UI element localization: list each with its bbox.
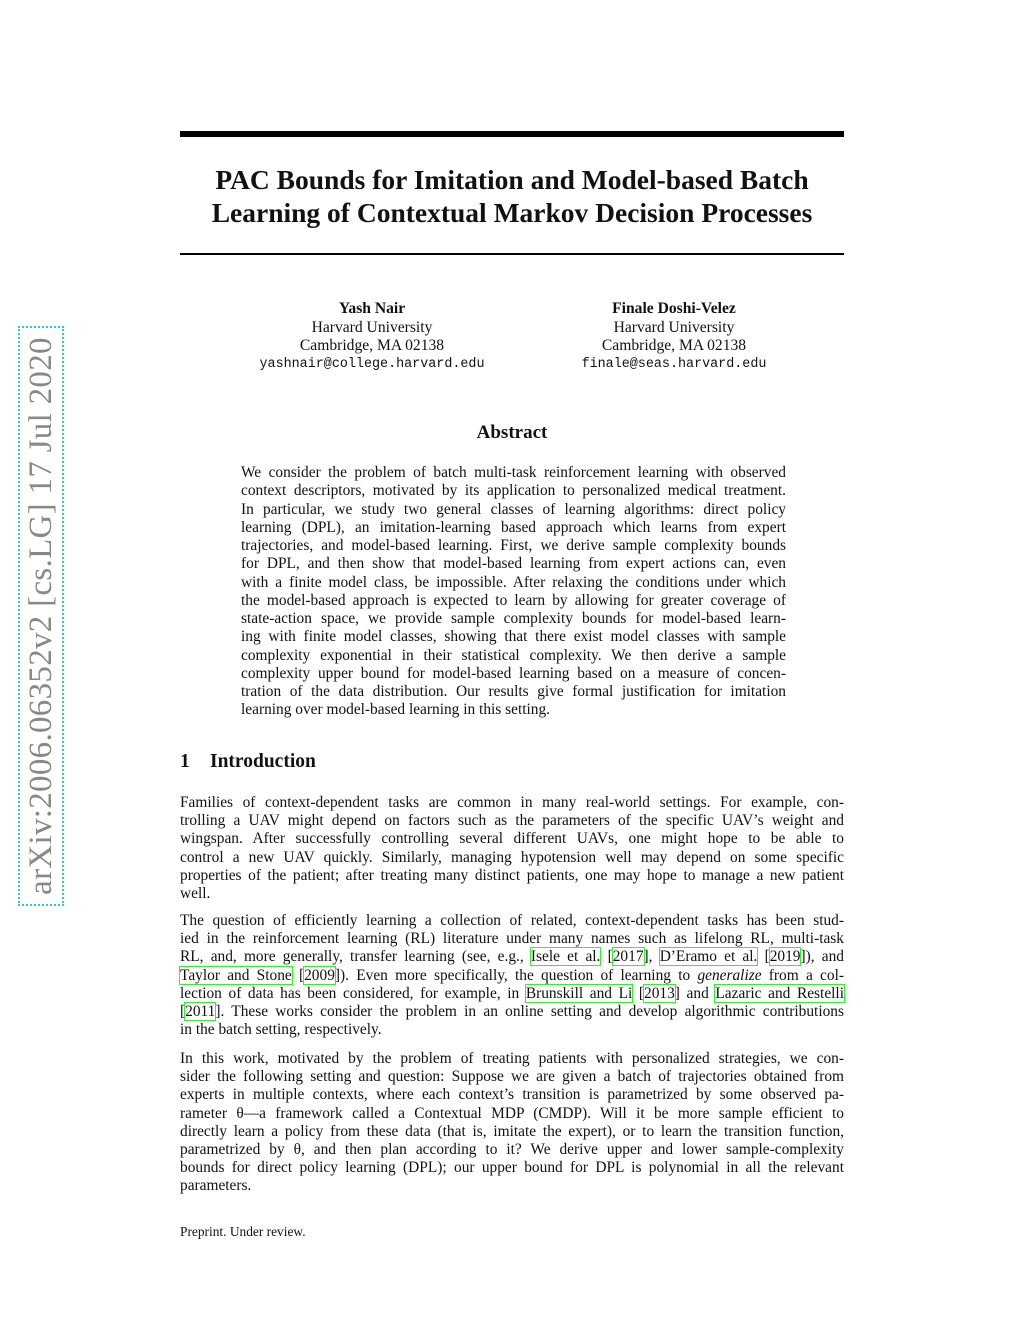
section-heading-introduction	[180, 751, 316, 773]
author-location: Cambridge, MA 02138	[601, 337, 747, 354]
citation-year-link[interactable]: 2011	[185, 1003, 216, 1021]
citation-link[interactable]: Brunskill and Li	[525, 984, 633, 1002]
abstract-line: for DPL, and then show that model-based learning from expert actions can, even	[241, 555, 786, 573]
paragraph-line: lection of data has been considered, for example, in Brunskill and Li [2013] and Lazaric and Restelli	[180, 984, 844, 1002]
abstract-line: state-action space, we provide sample complexity bounds for model-based learn-	[241, 610, 786, 627]
citation-year-link[interactable]: 2017	[612, 948, 644, 966]
section-number: 1	[180, 751, 190, 772]
abstract-line: learning over model-based learning in this setting.	[241, 701, 551, 719]
emphasis-text: generalize	[697, 966, 762, 984]
abstract-line: complexity exponential in their statistical complexity. We then derive a sample	[241, 646, 786, 664]
citation-link[interactable]: Isele et al.	[530, 948, 601, 966]
paragraph-line: In this work, motivated by the problem of treating patients with personalized strategies, we con-	[180, 1050, 844, 1067]
abstract-line: learning (DPL), an imitation-learning based approach which learns from expert	[241, 518, 786, 536]
paragraph-line: experts in multiple contexts, where each context’s transition is parametrized by some observed pa-	[180, 1086, 844, 1104]
author-name: Finale Doshi-Velez	[612, 300, 736, 317]
intro-paragraph-3	[180, 1050, 844, 1196]
author-affiliation: Harvard University	[311, 318, 433, 336]
citation-year-link[interactable]: 2013	[644, 984, 675, 1002]
paragraph-line: directly learn a policy from these data (that is, imitate the expert), or to learn the transition function,	[180, 1122, 844, 1140]
line-text: RL, and, more generally, transfer learning (see, e.g.,	[180, 948, 531, 966]
abstract-line: tration of the data distribution. Our results give formal justification for imitation	[241, 683, 786, 700]
abstract-line: In particular, we study two general classes of learning algorithms: direct policy	[241, 500, 786, 518]
title-line: Learning of Contextual Markov Decision Processes	[211, 197, 813, 228]
citation-year-link[interactable]: 2009	[304, 966, 335, 984]
paragraph-line: parameters.	[180, 1177, 252, 1195]
line-text: ]. These works consider the problem in an online setting and develop algorithmic contributions	[215, 1003, 844, 1021]
arxiv-identifier-stamp: arXiv:2006.06352v2 [cs.LG] 17 Jul 2020	[18, 326, 64, 906]
paragraph-line: RL, and, more generally, transfer learning (see, e.g., Isele et al. [2017], D’Eramo et al. [2019]), and	[180, 948, 844, 966]
paragraph-line: in the batch setting, respectively.	[180, 1021, 382, 1039]
paragraph-line: bounds for direct policy learning (DPL); our upper bound for DPL is polynomial in all the relevant	[180, 1159, 844, 1177]
citation-link[interactable]: Taylor and Stone	[180, 966, 292, 984]
abstract-line: trajectories, and model-based learning. First, we derive sample complexity bounds	[241, 537, 786, 554]
title-top-rule	[180, 131, 844, 137]
paragraph-line: well.	[180, 885, 211, 903]
author-location: Cambridge, MA 02138	[299, 337, 445, 354]
author-affiliation: Harvard University	[613, 318, 735, 336]
paragraph-line: parametrized by θ, and then plan according to it? We derive upper and lower sample-complexity	[180, 1141, 844, 1159]
line-text: lection of data has been considered, for example, in	[180, 984, 526, 1002]
paragraph-line: wingspan. After successfully controlling several different UAVs, one might hope to be able to	[180, 830, 844, 848]
section-title: Introduction	[210, 751, 316, 772]
paragraph-line: sider the following setting and question: Suppose we are given a batch of trajectories obtained from	[180, 1068, 844, 1086]
paragraph-line: properties of the patient; after treating many distinct patients, one may hope to manage a new patient	[180, 866, 844, 884]
citation-year-link[interactable]: 2019	[769, 948, 801, 966]
paragraph-line: [2011]. These works consider the problem in an online setting and develop algorithmic contributions	[180, 1003, 844, 1021]
intro-paragraph-2	[180, 912, 844, 1039]
abstract-line: ing with finite model classes, showing that there exist model classes with sample	[241, 628, 786, 646]
paragraph-line: Families of context-dependent tasks are common in many real-world settings. For example, con-	[180, 794, 844, 811]
abstract-line: context descriptors, motivated by its application to personalized medical treatment.	[241, 482, 786, 500]
paragraph-line: control a new UAV quickly. Similarly, managing hypotension well may depend on some specific	[180, 848, 844, 866]
line-text: ]), and	[800, 948, 844, 966]
line-text: from a col-	[761, 966, 844, 984]
author-email[interactable]: finale@seas.harvard.edu	[581, 356, 767, 372]
abstract-line: complexity upper bound for model-based learning based on a measure of concen-	[241, 664, 786, 682]
abstract-text	[241, 464, 786, 720]
paragraph-line: rameter θ—a framework called a Contextual MDP (CMDP). Will it be more sample efficient to	[180, 1104, 844, 1122]
abstract-line: with a finite model class, be impossible. After relaxing the conditions under which	[241, 573, 786, 591]
paragraph-line: The question of efficiently learning a collection of related, context-dependent tasks has been stud-	[180, 912, 844, 929]
author-block-second	[514, 300, 834, 374]
author-name: Yash Nair	[338, 300, 406, 317]
citation-link[interactable]: D’Eramo et al.	[659, 948, 758, 966]
abstract-line: the model-based approach is expected to learn by allowing for greater coverage of	[241, 591, 786, 609]
paragraph-line: trolling a UAV might depend on factors such as the parameters of the specific UAV’s weight and	[180, 812, 844, 830]
preprint-footnote: Preprint. Under review.	[180, 1224, 306, 1239]
paragraph-line: ied in the reinforcement learning (RL) literature under many names such as lifelong RL, multi-task	[180, 930, 844, 948]
citation-link[interactable]: Lazaric and Restelli	[715, 984, 844, 1002]
author-block-first	[212, 300, 532, 374]
title-bottom-rule	[180, 253, 844, 255]
line-text: ] and	[674, 984, 716, 1002]
abstract-heading: Abstract	[476, 422, 548, 443]
paragraph-line: Taylor and Stone [2009]). Even more specifically, the question of learning to generalize from a col-	[180, 966, 844, 984]
author-email[interactable]: yashnair@college.harvard.edu	[259, 356, 485, 372]
abstract-line: We consider the problem of batch multi-task reinforcement learning with observed	[241, 464, 786, 481]
intro-paragraph-1	[180, 794, 844, 903]
paper-title	[180, 163, 844, 229]
line-text: ]). Even more specifically, the question of learning to	[334, 966, 698, 984]
title-line: PAC Bounds for Imitation and Model-based Batch	[215, 164, 809, 195]
